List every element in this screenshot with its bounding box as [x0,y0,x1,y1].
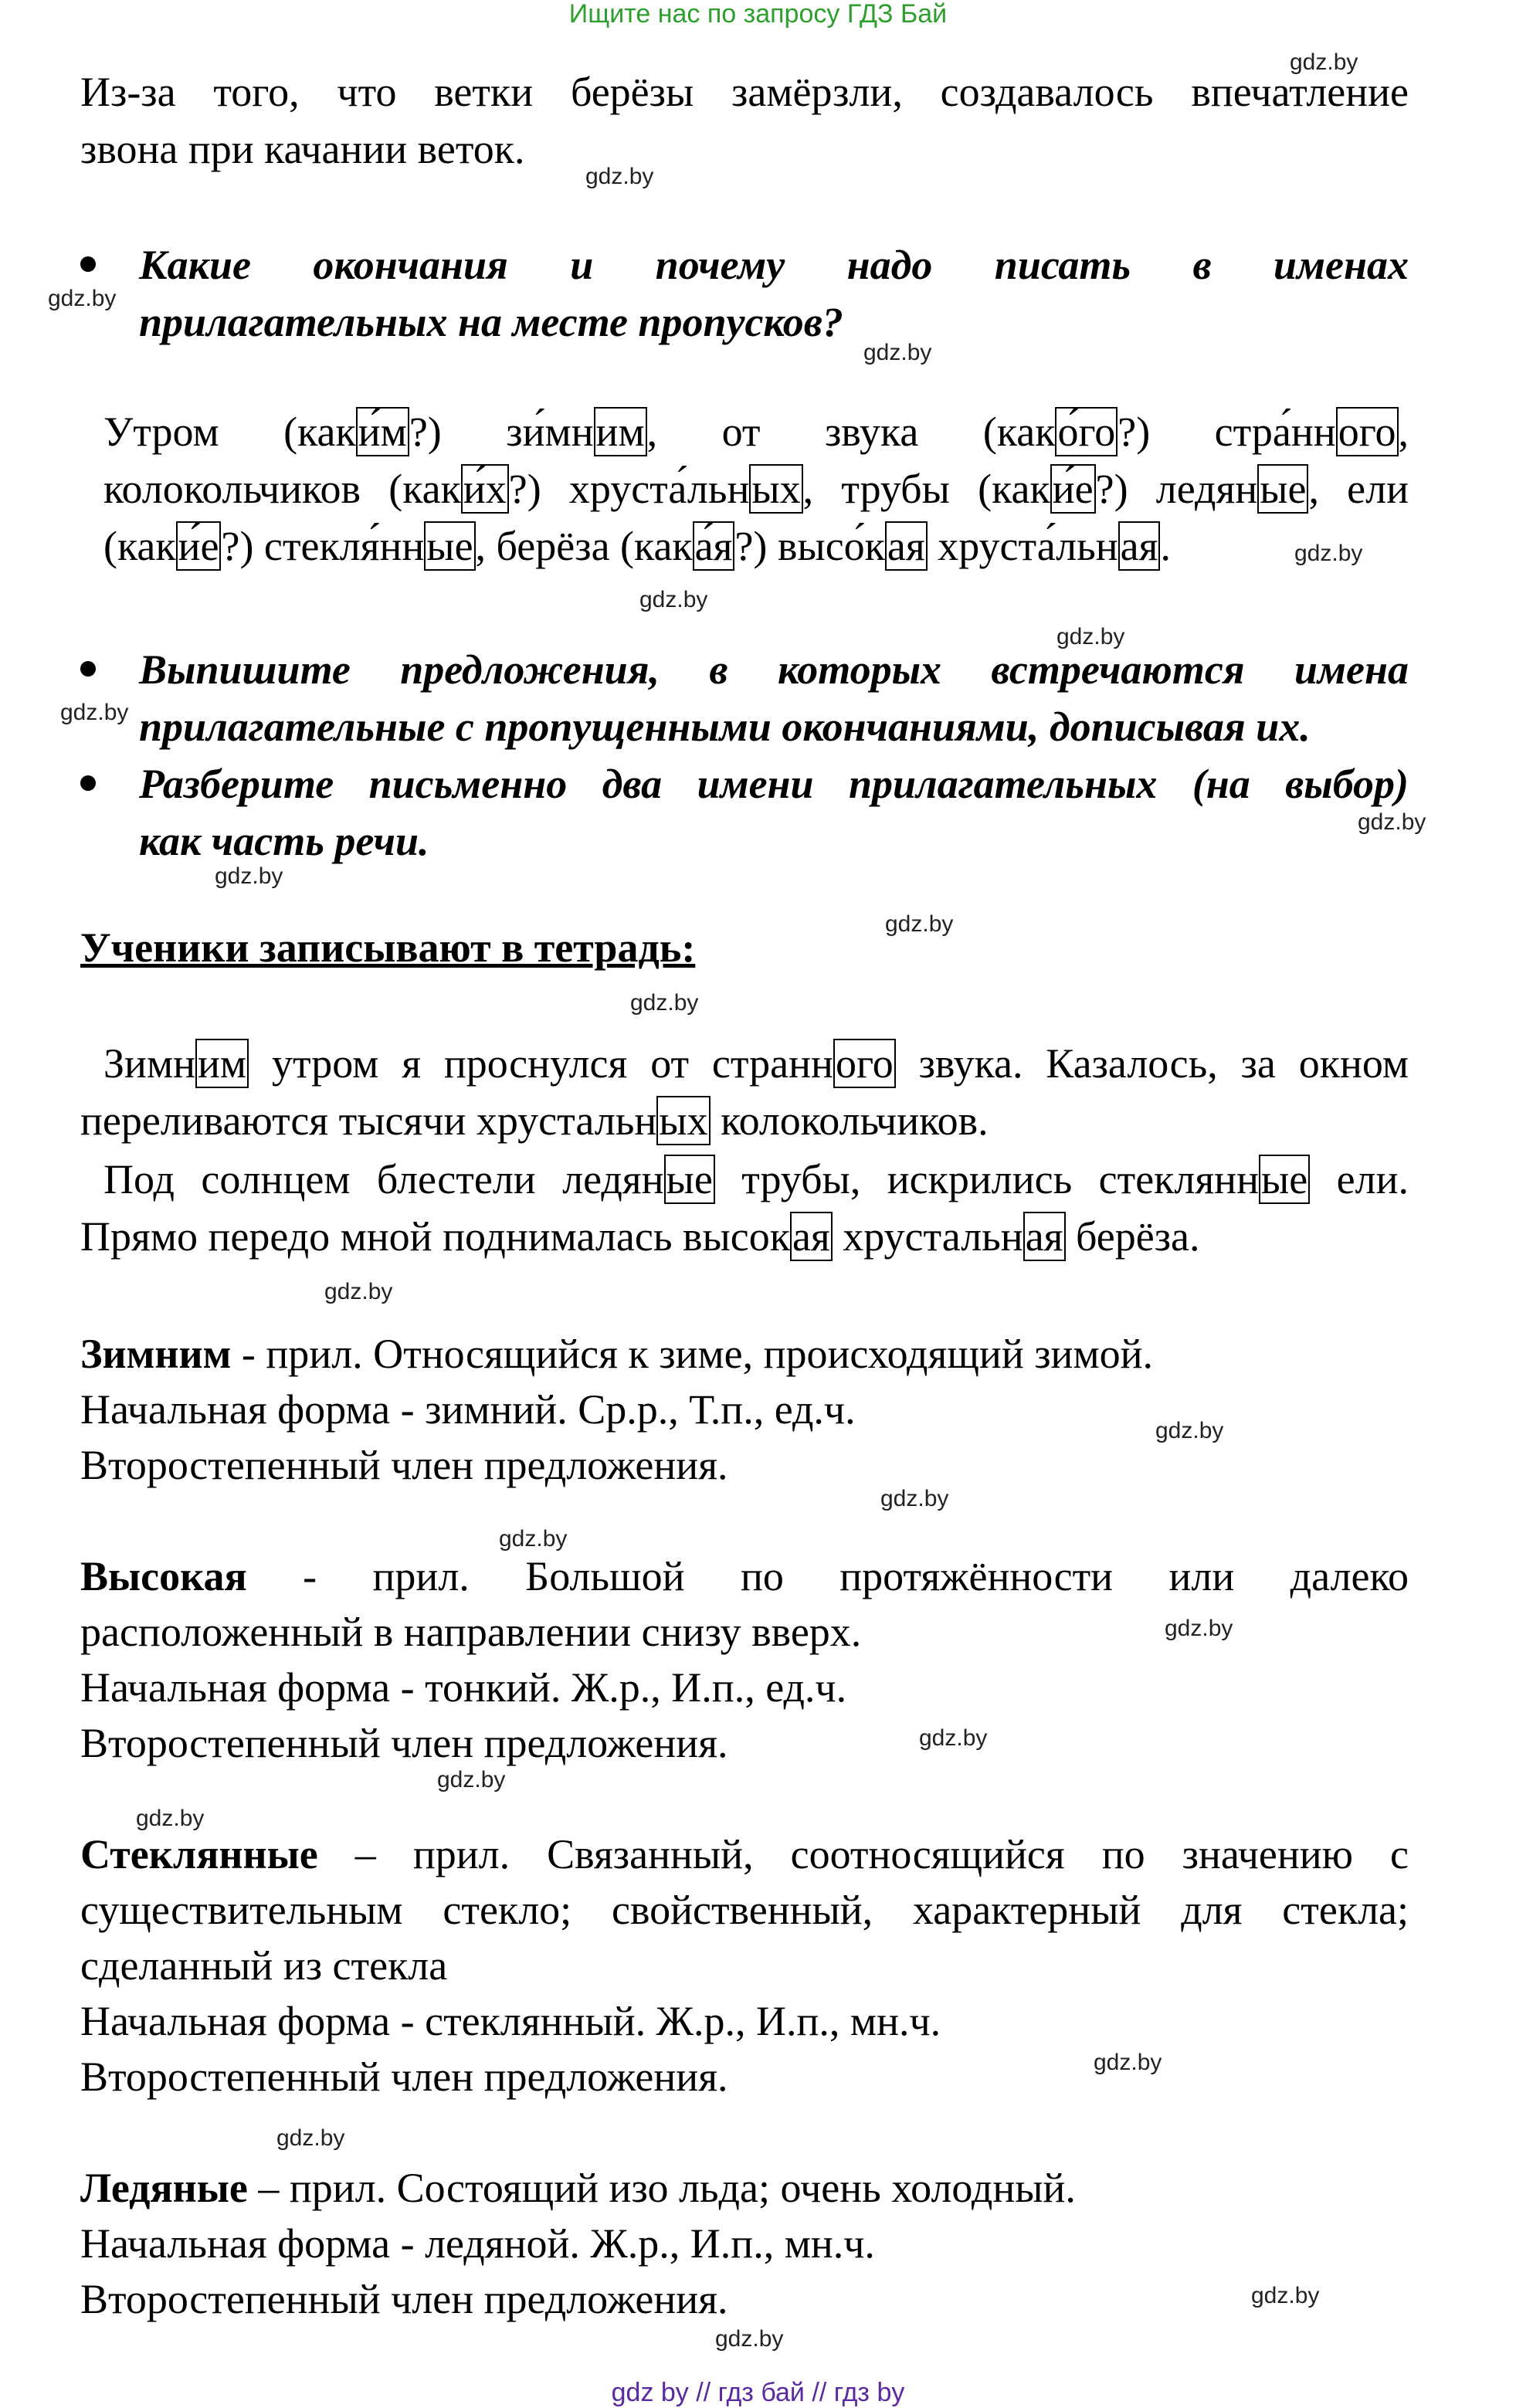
watermark: gdz.by [1094,2050,1162,2075]
watermark: gdz.by [324,1279,393,1304]
entry-definition-cont: расположенный в направлении снизу вверх. [80,1609,862,1655]
entry-definition-cont: сделанный из стекла [80,1942,448,1989]
task2-line-1: Выпишите предложения, в которых встречаются имена [139,646,1409,693]
bullet-icon [80,775,96,791]
exercise-line-3: (каки́е?) стекля́нные, берёза (кака́я?) высо́кая хруста́льная. [103,523,1171,569]
intro-line-1: Из-за того, что ветки берёзы замёрзли, создавалось впечатление [80,69,1409,115]
watermark: gdz.by [1056,624,1125,649]
watermark: gdz.by [880,1486,949,1511]
bullet-icon [80,661,96,677]
task1-line-2: прилагательных на месте пропусков? [139,299,843,345]
entry-word: Ледяные [80,2165,248,2211]
watermark: gdz.by [1165,1616,1233,1641]
answer-line-1: Зимним утром я проснулся от странного звука. Казалось, за окном [103,1040,1409,1087]
ending-box: ого [1336,407,1399,456]
watermark: gdz.by [48,286,117,311]
entry-initial-form: Начальная форма - зимний. Ср.р., Т.п., ед.ч. [80,1386,856,1433]
entry-initial-form: Начальная форма - ледяной. Ж.р., И.п., мн.ч. [80,2220,875,2267]
bullet-icon [80,256,96,272]
watermark: gdz.by [630,990,699,1016]
ending-box: ые [424,521,475,571]
entry-role: Второстепенный член предложения. [80,1720,728,1766]
watermark: gdz.by [1294,541,1363,566]
answer-line-4: Прямо передо мной поднималась высокая хрустальная берёза. [80,1213,1200,1260]
watermark: gdz.by [639,587,708,612]
ending-box: ая [885,521,928,571]
ending-box: а́я [693,521,735,571]
task3-line-2: как часть речи. [139,818,429,864]
top-banner[interactable]: Ищите нас по запросу ГДЗ Бай [568,0,948,29]
watermark: gdz.by [715,2326,784,2352]
watermark: gdz.by [136,1806,205,1831]
ending-box: о́го [1055,407,1117,456]
entry-initial-form: Начальная форма - стеклянный. Ж.р., И.п., мн.ч. [80,1998,941,2044]
ending-box: и́е [1050,464,1096,514]
watermark: gdz.by [437,1767,506,1792]
task2-line-2: прилагательные с пропущенными окончаниями, дописывая их. [139,704,1311,750]
section-heading: Ученики записывают в тетрадь: [80,924,696,971]
watermark: gdz.by [1290,49,1358,75]
ending-box: ые [1257,464,1308,514]
ending-box: ого [833,1039,896,1088]
ending-box: им [195,1039,249,1088]
watermark: gdz.by [60,700,129,725]
watermark: gdz.by [276,2125,345,2151]
ending-box: и́х [461,464,509,514]
watermark: gdz.by [1251,2283,1320,2308]
ending-box: и́м [356,407,409,456]
entry-word: Высокая [80,1553,247,1599]
entry-definition: Высокая - прил. Большой по протяжённости или далеко [80,1553,1409,1599]
entry-definition: Зимним - прил. Относящийся к зиме, происходящий зимой. [80,1331,1154,1377]
bottom-banner[interactable]: gdz by // гдз бай // гдз by [611,2378,905,2407]
entry-word: Стеклянные [80,1831,318,1877]
ending-box: и́е [176,521,222,571]
watermark: gdz.by [885,911,954,937]
ending-box: ая [1118,521,1161,571]
watermark: gdz.by [1155,1418,1224,1443]
watermark: gdz.by [919,1725,988,1751]
answer-line-2: переливаются тысячи хрустальных колокольчиков. [80,1097,989,1144]
ending-box: ых [749,464,802,514]
ending-box: ая [1023,1212,1066,1261]
exercise-line-2: колокольчиков (каки́х?) хруста́льных, трубы (каки́е?) ледяные, ели [103,466,1409,512]
ending-box: ая [790,1212,833,1261]
entry-definition-cont: существительным стекло; свойственный, характерный для стекла; [80,1887,1409,1933]
task1-line-1: Какие окончания и почему надо писать в именах [139,242,1409,288]
ending-box: ые [1259,1155,1310,1204]
entry-word: Зимним [80,1331,232,1377]
watermark: gdz.by [1358,809,1426,835]
watermark: gdz.by [863,340,932,365]
task3-line-1: Разберите письменно два имени прилагательных (на выбор) [139,761,1409,807]
entry-role: Второстепенный член предложения. [80,2054,728,2100]
exercise-line-1: Утром (каки́м?) зи́мним, от звука (како́го?) стра́нного, [103,409,1409,455]
watermark: gdz.by [215,863,283,889]
watermark: gdz.by [499,1526,568,1552]
watermark: gdz.by [585,164,654,189]
entry-role: Второстепенный член предложения. [80,2276,728,2322]
entry-initial-form: Начальная форма - тонкий. Ж.р., И.п., ед.ч. [80,1664,847,1711]
ending-box: ых [656,1096,710,1145]
entry-definition: Стеклянные – прил. Связанный, соотносящийся по значению с [80,1831,1409,1877]
intro-line-2: звона при качании веток. [80,126,525,172]
entry-definition: Ледяные – прил. Состоящий изо льда; очень холодный. [80,2165,1076,2211]
ending-box: им [594,407,647,456]
entry-role: Второстепенный член предложения. [80,1442,728,1488]
ending-box: ые [664,1155,715,1204]
answer-line-3: Под солнцем блестели ледяные трубы, искрились стеклянные ели. [103,1156,1409,1202]
